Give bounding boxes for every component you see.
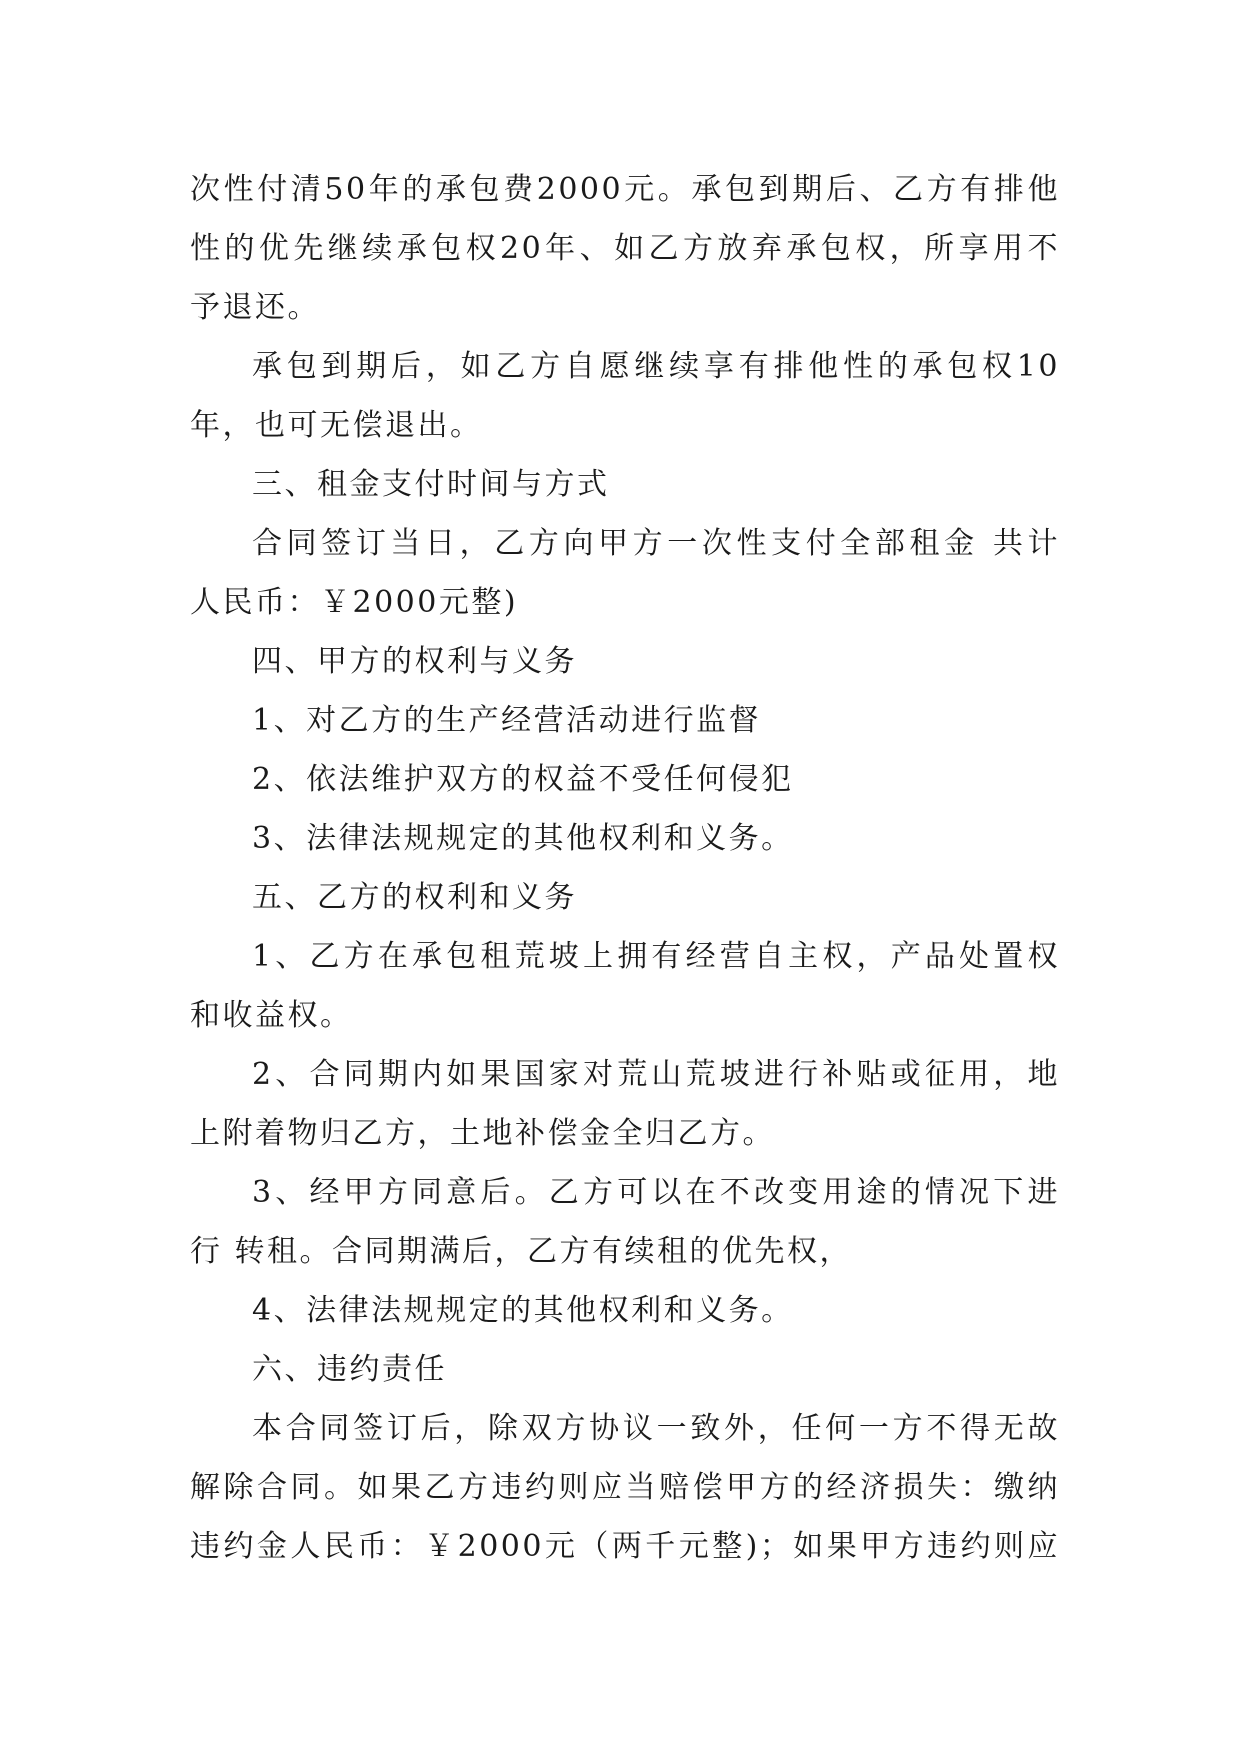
- text-line: 人民币：￥2000元整): [190, 585, 519, 620]
- text-line: 予退还。: [190, 290, 320, 325]
- text-line: 1、乙方在承包租荒坡上拥有经营自主权，产品处置权: [252, 939, 1060, 974]
- text-line: 六、违约责任: [252, 1352, 447, 1387]
- text-line: 2、依法维护双方的权益不受任何侵犯: [252, 762, 794, 797]
- text-line: 承包到期后，如乙方自愿继续享有排他性的承包权10: [252, 349, 1060, 384]
- text-line: 和收益权。: [190, 998, 353, 1033]
- text-line: 五、乙方的权利和义务: [252, 880, 577, 915]
- text-line: 合同签订当日，乙方向甲方一次性支付全部租金 共计: [252, 526, 1060, 561]
- text-line: 年，也可无偿退出。: [190, 408, 483, 443]
- text-line: 2、合同期内如果国家对荒山荒坡进行补贴或征用，地: [252, 1057, 1060, 1092]
- text-line: 本合同签订后，除双方协议一致外，任何一方不得无故: [252, 1411, 1060, 1446]
- text-line: 三、租金支付时间与方式: [252, 467, 610, 502]
- text-line: 违约金人民币：￥2000元（两千元整)；如果甲方违约则应: [190, 1529, 1060, 1564]
- text-line: 解除合同。如果乙方违约则应当赔偿甲方的经济损失：缴纳: [190, 1470, 1060, 1505]
- text-line: 上附着物归乙方，土地补偿金全归乙方。: [190, 1116, 775, 1151]
- text-line: 4、法律法规规定的其他权利和义务。: [252, 1293, 794, 1328]
- text-line: 四、甲方的权利与义务: [252, 644, 577, 679]
- text-line: 3、法律法规规定的其他权利和义务。: [252, 821, 794, 856]
- text-line: 3、经甲方同意后。乙方可以在不改变用途的情况下进: [252, 1175, 1060, 1210]
- text-line: 行 转租。合同期满后，乙方有续租的优先权，: [190, 1234, 853, 1269]
- text-line: 性的优先继续承包权20年、如乙方放弃承包权，所享用不: [190, 231, 1060, 266]
- text-line: 次性付清50年的承包费2000元。承包到期后、乙方有排他: [190, 172, 1060, 207]
- text-line: 1、对乙方的生产经营活动进行监督: [252, 703, 762, 738]
- contract-body-text: [190, 160, 1060, 1576]
